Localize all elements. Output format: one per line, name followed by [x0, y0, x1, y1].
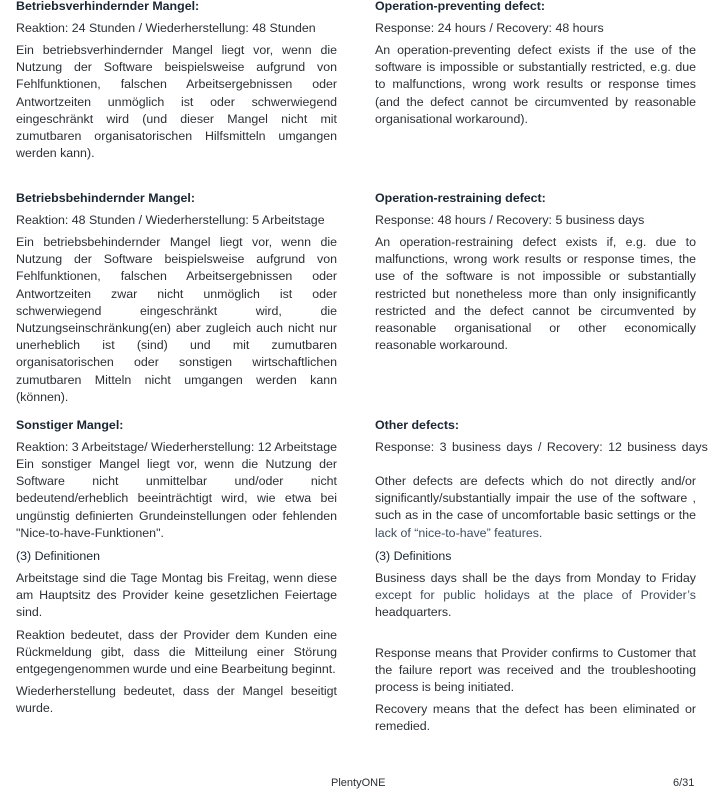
definition-response: Reaktion bedeutet, dass der Provider dem Kunden eine Rückmeldung gibt, dass die Mitteilung einer Störung entgegengenommen wurde und eine Bearbeitung beginnt. — [16, 627, 337, 677]
section-operation-restraining-defect — [375, 190, 696, 354]
section-heading: Operation-restraining defect: — [375, 191, 546, 205]
definition-business-days: Arbeitstage sind die Tage Montag bis Freitag, wenn diese am Hauptsitz des Provider keine gesetzlichen Feiertage sind. — [16, 571, 337, 620]
response-recovery-times: Response: 3 business days / Recovery: 12 business days — [375, 440, 708, 454]
section-heading: (3) Definitions — [375, 549, 452, 563]
section-heading: Betriebsverhindernder Mangel: — [16, 0, 200, 13]
section-heading: Other defects: — [375, 418, 459, 432]
section-body-tail: lack of “nice-to-have” features. — [375, 525, 543, 540]
response-recovery-times: Response: 24 hours / Recovery: 48 hours — [375, 21, 604, 35]
section-heading: Operation-preventing defect: — [375, 0, 546, 13]
definition-response: Response means that Provider confirms to Customer that the failure report was received and the troubleshooting process is being initiated. — [375, 645, 696, 695]
response-recovery-times: Reaktion: 24 Stunden / Wiederherstellung: 48 Stunden — [16, 21, 316, 35]
definition-recovery: Recovery means that the defect has been eliminated or remedied. — [375, 702, 696, 734]
section-body: Ein betriebsbehindernder Mangel liegt vor, wenn die Nutzung der Software beispielsweise aufgrund von Fehlfunktionen, falschen Arbeitsergebnissen oder Antwortzeiten zwar nicht unmöglich ist oder schwerwiegend eingeschränkt wird, die Nutzungseinschränkung(en) aber zugleich auch nicht nur unerheblich ist (sind) und mit zumutbaren organisatorischen oder sonstigen wirtschaftlichen zumutbaren Mitteln nicht umgangen werden kann (können). — [16, 235, 337, 404]
section-operation-preventing-defect — [375, 0, 696, 128]
section-body: Ein sonstiger Mangel liegt vor, wenn die Nutzung der Software nicht unmittelbar und/oder nicht bedeutend/erheblich beeinträchtigt wird, wie etwa bei ungünstig definierten Grundeinstellungen oder fehlenden "Nice-to-have-Funktionen". — [16, 457, 337, 540]
section-body: Other defects are defects which do not directly and/or significantly/substantially impair the use of the software , such as in the case of uncomfortable basic settings or the — [375, 474, 696, 523]
section-betriebsbehindernder-mangel — [16, 190, 337, 406]
definition-business-days-continued: except for public holidays at the place of Provider’s — [375, 588, 696, 603]
response-recovery-times: Reaktion: 3 Arbeitstage/ Wiederherstellung: 12 Arbeitstage — [16, 440, 337, 454]
definition-recovery: Wiederherstellung bedeutet, dass der Mangel beseitigt wurde. — [16, 684, 337, 716]
section-heading: (3) Definitionen — [16, 549, 101, 563]
footer-brand: PlentyONE — [331, 777, 386, 789]
section-betriebsverhindernder-mangel — [16, 0, 337, 162]
response-recovery-times: Response: 48 hours / Recovery: 5 business days — [375, 213, 645, 227]
section-definitionen — [16, 548, 337, 718]
section-sonstiger-mangel — [16, 417, 337, 542]
page-number: 6/31 — [673, 777, 695, 789]
definition-business-days-end: headquarters. — [375, 605, 452, 620]
section-body: Ein betriebsverhindernder Mangel liegt vor, wenn die Nutzung der Software beispielsweise aufgrund von Fehlfunktionen, falschen Arbeitsergebnissen oder Antwortzeiten unmöglich ist oder schwerwiegend eingeschränkt wird (und dieser Mangel nicht mit zumutbaren organisatorischen Hilfsmitteln umgangen werden kann). — [16, 43, 337, 161]
section-definitions — [375, 548, 696, 736]
section-heading: Sonstiger Mangel: — [16, 418, 124, 432]
section-body: An operation-preventing defect exists if the use of the software is impossible or substantially restricted, e.g. due to malfunctions, wrong work results or response times (and the defect cannot be circumvented by reasonable organisational workaround). — [375, 43, 696, 126]
definition-business-days: Business days shall be the days from Monday to Friday — [375, 571, 696, 585]
response-recovery-times: Reaktion: 48 Stunden / Wiederherstellung: 5 Arbeitstage — [16, 213, 325, 227]
section-other-defects — [375, 417, 708, 542]
section-heading: Betriebsbehindernder Mangel: — [16, 191, 196, 205]
section-body: An operation-restraining defect exists if, e.g. due to malfunctions, wrong work results or response times, the use of the software is not impossible or substantially restricted but nonetheless more than only insignificantly restricted and the defect cannot be circumvented by reasonable organisational or other economically reasonable workaround. — [375, 235, 696, 353]
